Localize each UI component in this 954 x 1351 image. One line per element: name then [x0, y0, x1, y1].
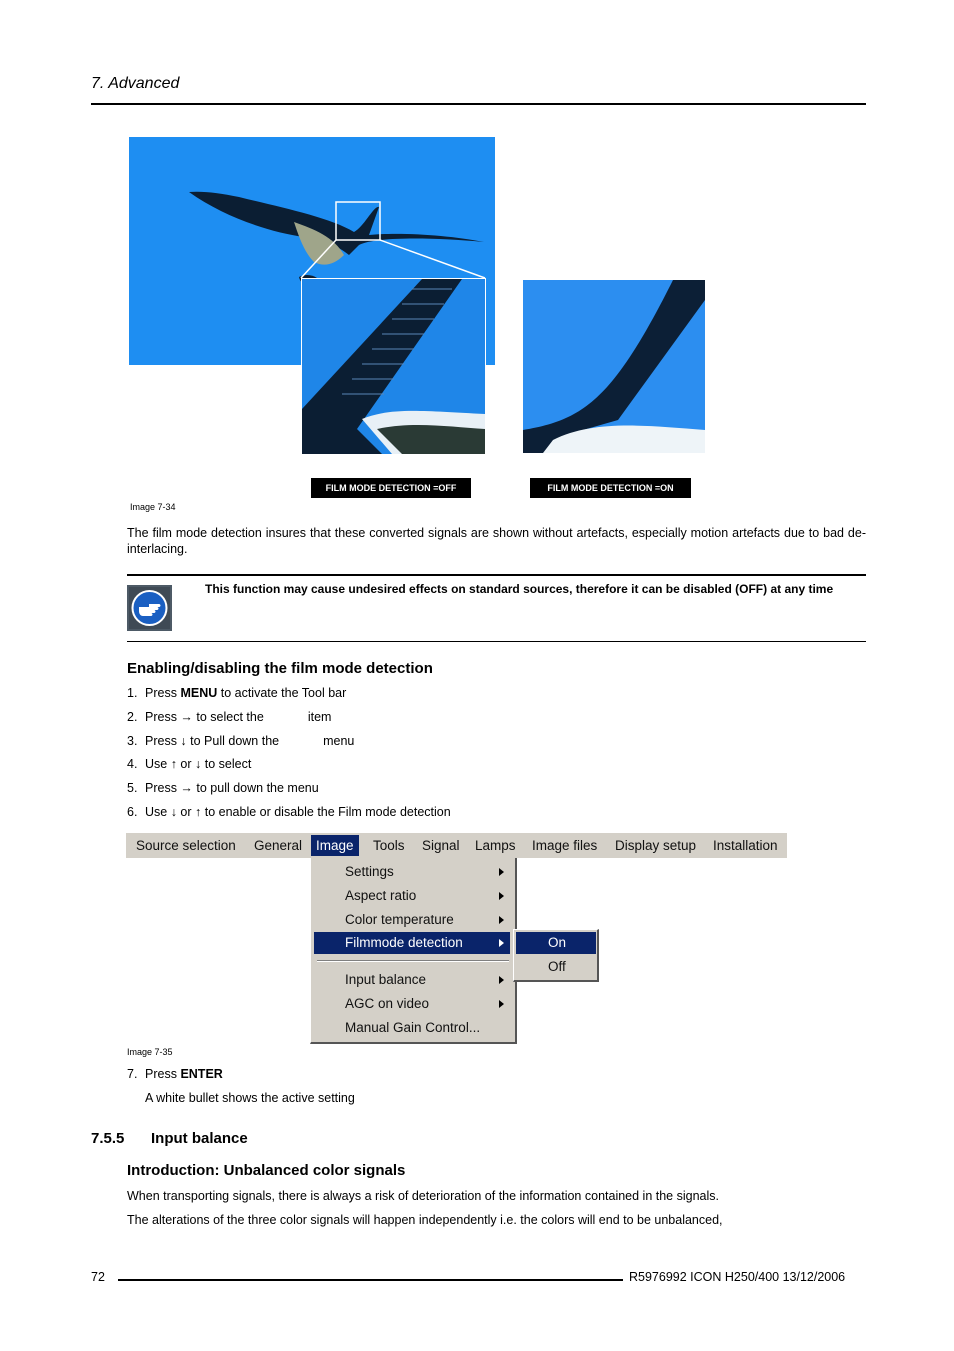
chapter-title: 7. Advanced	[91, 75, 180, 92]
zoom-panel-on	[523, 280, 705, 453]
dropdown-manual-gain-control[interactable]: Manual Gain Control...	[345, 1020, 481, 1035]
note-rule-bottom	[127, 641, 866, 642]
figure-caption: Image 7-34	[130, 502, 176, 512]
submenu-on[interactable]: On	[516, 932, 596, 954]
intro-paragraph: The film mode detection insures that these converted signals are shown without artefacts, especially motion artefacts due to bad de-interlacing.	[127, 526, 866, 556]
filmmode-submenu	[513, 929, 599, 982]
pointing-hand-icon	[127, 585, 172, 631]
menu-bar	[126, 833, 787, 858]
dropdown-filmmode-detection[interactable]: Filmmode detection	[314, 932, 510, 954]
figure-caption-2: Image 7-35	[127, 1047, 173, 1057]
section-subheading: Introduction: Unbalanced color signals	[127, 1162, 406, 1179]
menu-signal[interactable]: Signal	[422, 838, 460, 853]
menu-image[interactable]: Image	[311, 835, 359, 856]
submenu-arrow-icon	[499, 1000, 504, 1008]
image-dropdown	[310, 858, 517, 1044]
film-mode-off-label: FILM MODE DETECTION =OFF	[311, 478, 471, 498]
submenu-arrow-icon	[499, 916, 504, 924]
step-2: 2. Press → to select the item	[127, 710, 332, 724]
menu-tools[interactable]: Tools	[373, 838, 405, 853]
menu-installation[interactable]: Installation	[713, 838, 778, 853]
step-7-note: A white bullet shows the active setting	[145, 1091, 355, 1105]
note-text: This function may cause undesired effects on standard sources, therefore it can be disabled (OFF) at any time	[205, 582, 834, 596]
submenu-arrow-icon	[499, 892, 504, 900]
step-5: 5. Press → to pull down the menu	[127, 781, 319, 795]
film-mode-on-label: FILM MODE DETECTION =ON	[530, 478, 691, 498]
dropdown-input-balance[interactable]: Input balance	[314, 969, 510, 991]
dropdown-agc-on-video[interactable]: AGC on video	[314, 993, 510, 1015]
footer-rule	[118, 1279, 623, 1281]
submenu-arrow-icon	[499, 939, 504, 947]
dropdown-color-temperature[interactable]: Color temperature	[314, 909, 510, 931]
note-rule-top	[127, 574, 866, 576]
step-6: 6. Use ↓ or ↑ to enable or disable the Film mode detection	[127, 805, 451, 819]
dropdown-aspect-ratio[interactable]: Aspect ratio	[314, 885, 510, 907]
zoom-panel-off	[301, 278, 486, 455]
section-paragraph-1: When transporting signals, there is always a risk of deterioration of the information contained in the signals.	[127, 1189, 719, 1203]
procedure-heading: Enabling/disabling the film mode detection	[127, 660, 433, 677]
menu-lamps[interactable]: Lamps	[475, 838, 516, 853]
step-1: 1. Press MENU to activate the Tool bar	[127, 686, 347, 700]
menu-image-files[interactable]: Image files	[532, 838, 598, 853]
submenu-arrow-icon	[499, 976, 504, 984]
document-reference: R5976992 ICON H250/400 13/12/2006	[629, 1270, 846, 1284]
page-number: 72	[91, 1270, 105, 1284]
menu-general[interactable]: General	[254, 838, 303, 853]
step-7: 7. Press ENTER	[127, 1067, 223, 1081]
section-heading: 7.5.5 Input balance	[91, 1130, 248, 1147]
menu-display-setup[interactable]: Display setup	[615, 838, 697, 853]
submenu-off[interactable]: Off	[548, 959, 566, 974]
step-3: 3. Press ↓ to Pull down the menu	[127, 734, 355, 748]
header-rule	[91, 103, 866, 105]
menu-source-selection[interactable]: Source selection	[136, 838, 236, 853]
section-paragraph-2: The alterations of the three color signals will happen independently i.e. the colors will end to be unbalanced,	[127, 1213, 723, 1227]
dropdown-separator	[317, 960, 509, 962]
dropdown-settings[interactable]: Settings	[314, 861, 510, 883]
step-4: 4. Use ↑ or ↓ to select	[127, 757, 252, 771]
submenu-arrow-icon	[499, 868, 504, 876]
